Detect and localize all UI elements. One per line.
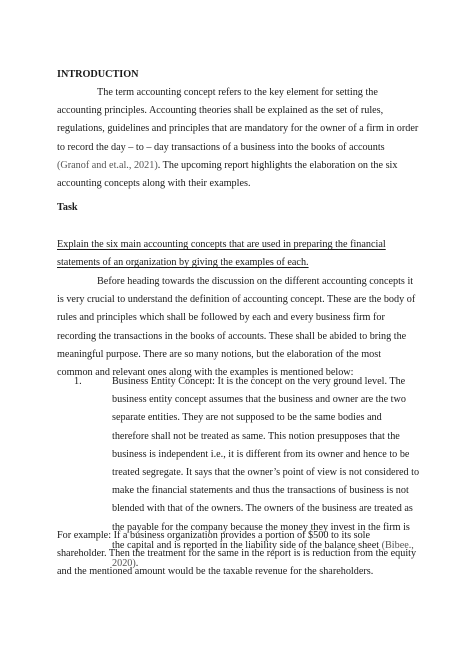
intro-text-b: . The upcoming report highlights the elaboration on the six accounting concepts along with their examples. bbox=[57, 159, 398, 190]
task-heading: Task bbox=[57, 202, 78, 213]
intro-text-a: The term accounting concept refers to the key element for setting the accounting principles. Accounting theories shall be explained as the set of rules, regulations, guidelines and principles that are mandatory for the owner of a firm in order to record the day – to – day transactions of a business into the books of accounts bbox=[57, 87, 419, 153]
list-item-number: 1. bbox=[74, 376, 82, 387]
intro-heading: INTRODUCTION bbox=[57, 69, 139, 80]
example-paragraph: For example: If a business organization provides a portion of $500 to its sole shareholder. Then the treatment for the same in the report is is reduction from the equity and the mentioned amount would be the taxable revenue for the shareholders. bbox=[57, 530, 417, 578]
intro-citation: (Granof and et.al., 2021) bbox=[57, 159, 158, 171]
intro-paragraph bbox=[57, 84, 419, 193]
list-item-citation: (Bibee., 2020) bbox=[112, 539, 414, 570]
task-paragraph: Before heading towards the discussion on the different accounting concepts it is very crucial to understand the definition of accounting concept. These are the body of rules and principles which shall be followed by each and every business firm for recording the transactions in the books of accounts. These shall be abided to bring the meaningful purpose. There are so many notions, but the elaboration of the most common and relevant ones along with the examples is mentioned below: bbox=[57, 276, 416, 379]
list-item-end: . bbox=[135, 558, 139, 570]
task-question: Explain the six main accounting concepts that are used in preparing the financial statements of an organization by giving the examples of each. bbox=[57, 239, 386, 269]
list-item-text: Business Entity Concept: It is the concept on the very ground level. The business entity concept assumes that the business and owner are the two separate entities. They are not supposed to be the same bodies and therefore shall not be treated as same. This notion presupposes that the business is independent i.e., it is different from its owner and hence to be treated segregate. It says that the owner’s point of view is not considered to make the financial statements and thus the transactions of business is not blended with that of the owners. The owners of the business are treated as the payable for the company because the money they invest in the firm is the capital and is reported in the liability side of the balance sheet bbox=[112, 376, 420, 551]
